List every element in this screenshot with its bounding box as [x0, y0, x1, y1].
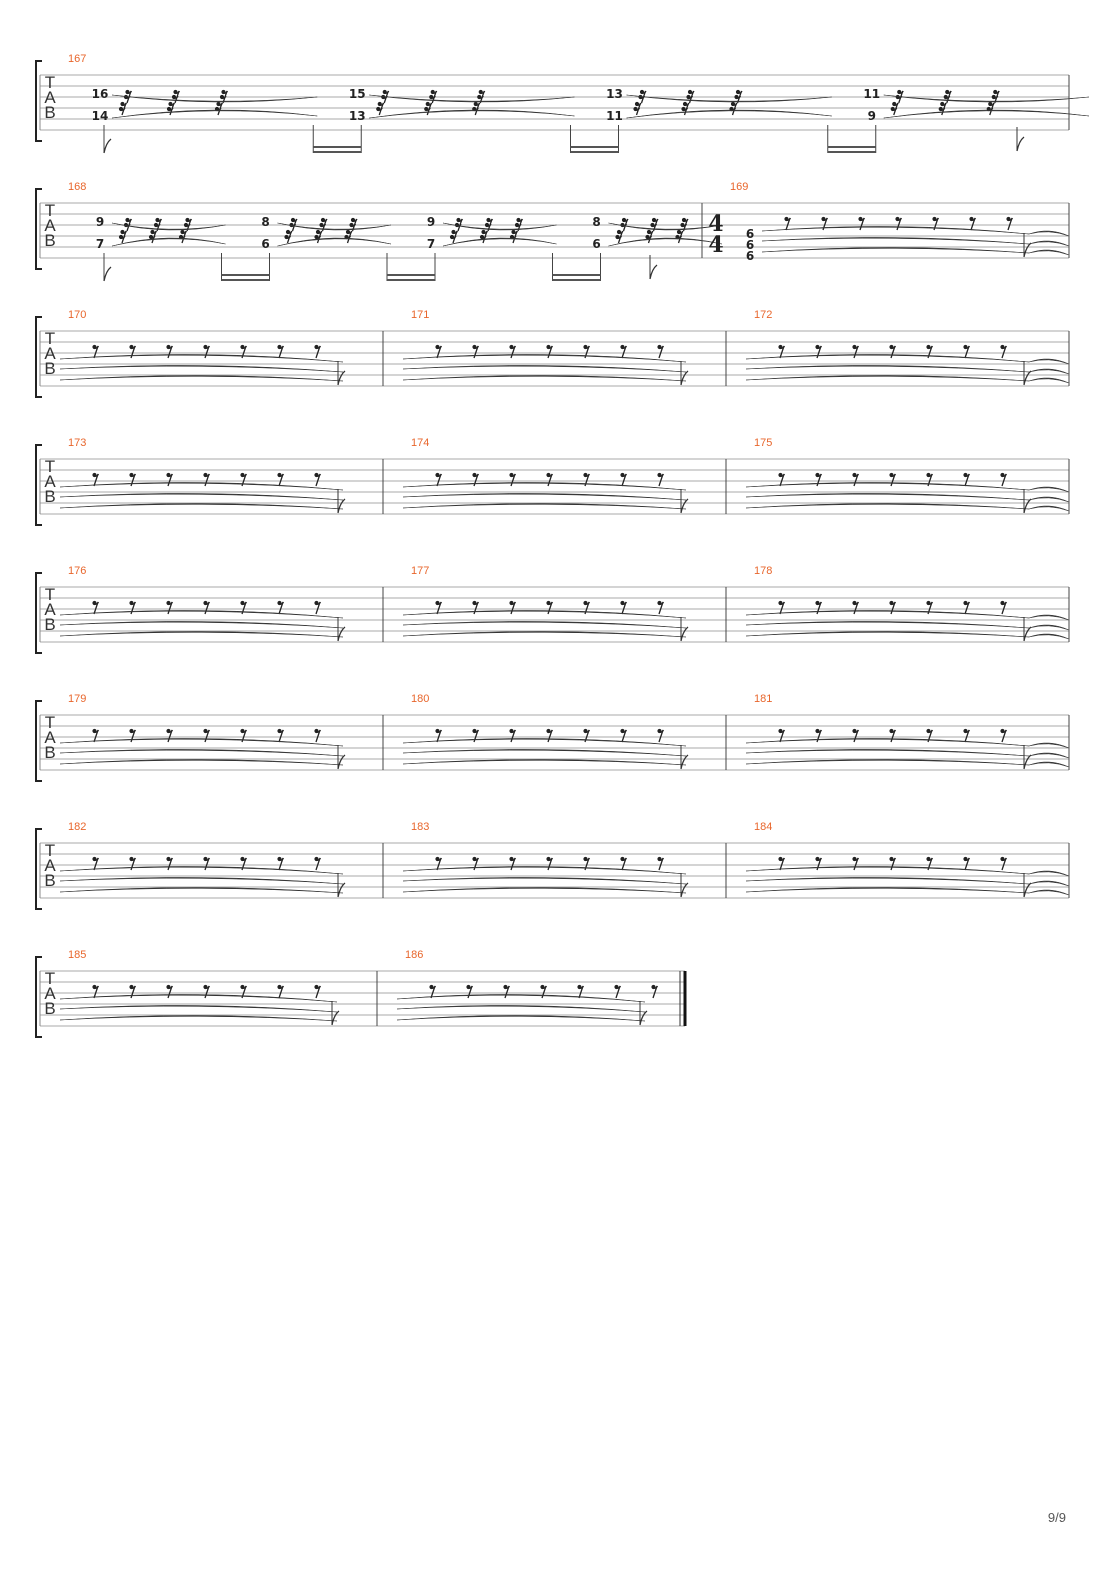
tab-clef-letter: T [44, 841, 56, 860]
tie [1029, 487, 1069, 492]
measure-number: 183 [411, 821, 430, 833]
tie [112, 95, 317, 102]
tab-clef-letter: B [44, 103, 56, 122]
tie [403, 493, 686, 500]
fret-number: 15 [348, 87, 366, 101]
note-flag [1024, 627, 1031, 641]
note-flag [1017, 137, 1024, 151]
fret-number: 16 [91, 87, 109, 101]
tie [403, 354, 686, 362]
note-flag [681, 499, 688, 513]
tie [746, 749, 1029, 756]
note-flag [338, 883, 345, 897]
fret-number: 6 [745, 249, 755, 263]
tie [403, 738, 686, 746]
tab-clef-letter: B [44, 999, 56, 1018]
note-flag [640, 1011, 647, 1025]
tie [443, 238, 557, 246]
measure-number: 184 [754, 821, 773, 833]
tie [278, 238, 392, 246]
measure-number: 173 [68, 437, 87, 449]
fret-number: 11 [863, 87, 881, 101]
measure-number: 182 [68, 821, 87, 833]
tie [397, 1015, 645, 1021]
tie [1029, 241, 1069, 246]
tab-clef-letter: A [44, 728, 56, 747]
fret-number: 9 [95, 215, 105, 229]
tie [1029, 369, 1069, 374]
system-bracket [36, 445, 42, 525]
staff-system [36, 53, 1089, 153]
note-flag [1024, 883, 1031, 897]
fret-number: 13 [606, 87, 623, 101]
tie [60, 1005, 337, 1012]
time-signature-denominator: 4 [708, 232, 724, 258]
tie [60, 877, 343, 884]
tie [746, 375, 1029, 381]
note-flag [338, 499, 345, 513]
tab-clef-letter: A [44, 344, 56, 363]
tie [403, 610, 686, 618]
tie [60, 994, 337, 1002]
tab-clef-letter: B [44, 871, 56, 890]
fret-number: 9 [426, 215, 436, 229]
tie [746, 866, 1029, 874]
tab-clef-letter: T [44, 969, 56, 988]
system-bracket [36, 701, 42, 781]
measure-number: 172 [754, 309, 773, 321]
tie [1029, 506, 1069, 511]
note-flag [1024, 371, 1031, 385]
fret-number: 7 [426, 237, 436, 251]
tab-clef-letter: T [44, 201, 56, 220]
tie [60, 482, 343, 490]
tie [60, 631, 343, 637]
note-flag [338, 755, 345, 769]
system-bracket [36, 61, 42, 141]
measure-number: 168 [68, 181, 87, 193]
fret-number: 8 [261, 215, 270, 229]
tie [60, 887, 343, 893]
fret-number: 7 [95, 237, 105, 251]
tab-clef-letter: T [44, 457, 56, 476]
tab-clef-letter: A [44, 216, 56, 235]
tie [762, 226, 1029, 234]
measure-number: 180 [411, 693, 430, 705]
tie [1029, 881, 1069, 886]
tie [1029, 625, 1069, 630]
tie [746, 621, 1029, 628]
tie [403, 759, 686, 765]
tie [884, 95, 1089, 102]
tie [403, 887, 686, 893]
staff-system [36, 437, 1069, 525]
tie [60, 365, 343, 372]
tie [1029, 743, 1069, 748]
tie [1029, 753, 1069, 758]
tie [60, 1015, 337, 1021]
note-flag [338, 371, 345, 385]
tie [746, 631, 1029, 637]
note-flag [681, 627, 688, 641]
tie [1029, 378, 1069, 383]
tab-clef-letter: T [44, 329, 56, 348]
tab-clef-letter: T [44, 713, 56, 732]
tie [369, 110, 574, 118]
tie [746, 738, 1029, 746]
tie [1029, 231, 1069, 236]
fret-number: 6 [745, 238, 755, 252]
tie [403, 866, 686, 874]
tie [60, 354, 343, 362]
tie [746, 482, 1029, 490]
measure-number: 169 [730, 181, 749, 193]
measure-number: 179 [68, 693, 87, 705]
staff-system [36, 949, 685, 1037]
fret-number: 6 [261, 237, 270, 251]
tab-clef-letter: T [44, 73, 56, 92]
tie [1029, 250, 1069, 255]
note-flag [650, 265, 657, 279]
tie [1029, 762, 1069, 767]
tie [403, 503, 686, 509]
note-flag [681, 371, 688, 385]
tie [1029, 634, 1069, 639]
tie [60, 493, 343, 500]
tab-clef-letter: B [44, 615, 56, 634]
tie [746, 354, 1029, 362]
tie [60, 866, 343, 874]
tie [60, 749, 343, 756]
note-flag [681, 883, 688, 897]
note-flag [1024, 243, 1031, 257]
tie [397, 994, 645, 1002]
tie [403, 877, 686, 884]
tab-clef-letter: B [44, 359, 56, 378]
tie [627, 110, 832, 118]
tab-clef-letter: T [44, 585, 56, 604]
tie [403, 621, 686, 628]
measure-number: 167 [68, 53, 87, 65]
tie [746, 887, 1029, 893]
tie [60, 621, 343, 628]
tab-clef-letter: A [44, 88, 56, 107]
note-flag [1024, 755, 1031, 769]
system-bracket [36, 317, 42, 397]
tie [60, 738, 343, 746]
fret-number: 13 [348, 109, 366, 123]
staff-system [36, 309, 1069, 397]
tie [1029, 359, 1069, 364]
measure-number: 186 [405, 949, 424, 961]
tie [1029, 890, 1069, 895]
tie [112, 238, 226, 246]
tie [609, 238, 723, 246]
note-flag [104, 267, 111, 281]
tab-clef-letter: A [44, 856, 56, 875]
tie [403, 749, 686, 756]
tie [1029, 615, 1069, 620]
tie [627, 95, 832, 102]
note-flag [1024, 499, 1031, 513]
fret-number: 11 [606, 109, 623, 123]
tie [884, 110, 1089, 118]
time-signature-numerator: 4 [708, 211, 724, 237]
tie [746, 759, 1029, 765]
tie [1029, 497, 1069, 502]
staff-system [36, 181, 1069, 281]
tie [403, 482, 686, 490]
fret-number: 8 [592, 215, 601, 229]
tab-clef-letter: A [44, 472, 56, 491]
tie [1029, 871, 1069, 876]
system-bracket [36, 573, 42, 653]
fret-number: 6 [745, 227, 755, 241]
system-bracket [36, 189, 42, 269]
tie [403, 631, 686, 637]
fret-number: 9 [867, 109, 876, 123]
system-bracket [36, 957, 42, 1037]
measure-number: 176 [68, 565, 87, 577]
staff-system [36, 565, 1069, 653]
tie [403, 375, 686, 381]
tie [746, 365, 1029, 372]
system-bracket [36, 829, 42, 909]
staff-system [36, 693, 1069, 781]
tie [369, 95, 574, 102]
measure-number: 175 [754, 437, 773, 449]
tab-clef-letter: A [44, 600, 56, 619]
fret-number: 14 [91, 109, 109, 123]
measure-number: 171 [411, 309, 430, 321]
page-number: 9/9 [1047, 1510, 1066, 1525]
note-flag [681, 755, 688, 769]
tab-clef-letter: A [44, 984, 56, 1003]
measure-number: 177 [411, 565, 430, 577]
tie [60, 610, 343, 618]
tab-clef-letter: B [44, 743, 56, 762]
measure-number: 181 [754, 693, 773, 705]
measure-number: 178 [754, 565, 773, 577]
note-flag [332, 1011, 339, 1025]
tie [60, 759, 343, 765]
tie [762, 237, 1029, 244]
tie [746, 503, 1029, 509]
tie [112, 110, 317, 118]
note-flag [104, 139, 111, 153]
tie [762, 247, 1029, 253]
staff-system [36, 821, 1069, 909]
tie [60, 375, 343, 381]
fret-number: 6 [592, 237, 601, 251]
tie [746, 877, 1029, 884]
measure-number: 170 [68, 309, 87, 321]
measure-number: 174 [411, 437, 430, 449]
tie [746, 610, 1029, 618]
tie [403, 365, 686, 372]
note-flag [338, 627, 345, 641]
tab-clef-letter: B [44, 487, 56, 506]
tie [746, 493, 1029, 500]
tie [60, 503, 343, 509]
tie [397, 1005, 645, 1012]
measure-number: 185 [68, 949, 87, 961]
tab-clef-letter: B [44, 231, 56, 250]
